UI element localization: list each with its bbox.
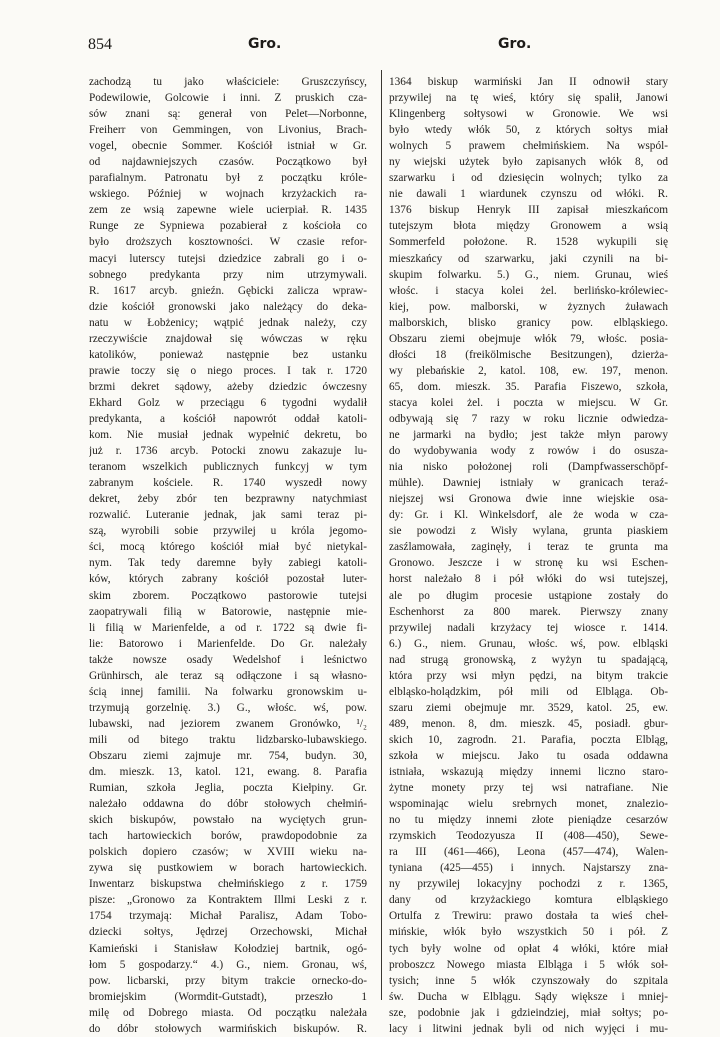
text-line: ale po długim procesie ustąpione zostały do: [389, 589, 668, 602]
text-line: skupim folwarku. 5.) G., niem. Grunau, wieś: [389, 268, 668, 281]
text-line: ków, których zabrany kościół pozostał luter-: [89, 573, 367, 586]
text-line: skich 10, zagrodn. 21. Parafia, poczta Elbląg,: [389, 733, 668, 746]
text-line: kiej, pow. malborski, w żyznych żuławach: [389, 300, 668, 313]
text-line: Freiherr von Gemmingen, von Livonius, Brach-: [89, 124, 367, 137]
text-line: która przy wsi młyn pędzi, na bitym trakcie: [389, 669, 668, 682]
text-line: zywa się pustkowiem w borach hartowieckich.: [89, 862, 367, 875]
text-line: predykanta, a kościół napowrót oddał katoli-: [89, 412, 367, 425]
text-line: tysich; inne 5 włók czynszowały do szpitala: [389, 974, 668, 987]
text-line: dany od krzyżackiego komtura elbląskiego: [389, 894, 668, 907]
text-line: Sommerfeld położone. R. 1528 wykupili się: [389, 236, 668, 249]
text-line: zem ze wsią zapewne wiele ucierpiał. R. 1435: [89, 204, 367, 217]
text-line: polskich dopiero czasów; w XVIII wieku na-: [89, 846, 367, 859]
text-line: sobnego predykanta przy nim utrzymywali.: [89, 268, 367, 281]
page-number: 854: [88, 36, 112, 53]
text-line: szkoła w miejscu. Jako tu osada oddawna: [389, 749, 668, 762]
text-line: ny wiejski użytek było zapisanych włók 8, od: [389, 156, 668, 169]
text-line: rzymskich Teodozyusza II (408—450), Sewe-: [389, 830, 668, 843]
text-line: przywilej na tę wieś, który się spalił, Janowi: [389, 92, 668, 105]
text-line: dy: Gr. i Kl. Winkelsdorf, ale że woda w cza-: [389, 509, 668, 522]
text-line: niejszej wsi Gronowa dwie inne wiejskie osa-: [389, 493, 668, 506]
text-line: Ortulfa z Trewiru: prawo dostała ta wieś cheł-: [389, 910, 668, 923]
right-column: [389, 74, 668, 1037]
text-line: lie: Batorowo i Marienfelde. Do Gr. należały: [89, 637, 367, 650]
text-line: odbywają się 7 razy w roku licznie odwiedza-: [389, 412, 668, 425]
text-line: kom. Nie musiał jednak wypełnić dekretu, bo: [89, 429, 367, 442]
text-line: 65, dom. mieszk. 35. Parafia Fiszewo, szkoła,: [389, 380, 668, 393]
text-line: rozwalić. Luteranie jednak, jak sami teraz pi-: [89, 509, 367, 522]
text-line: dekret, żeby zbór ten bezprawny natychmiast: [89, 493, 367, 506]
text-line: Obszaru ziemi obejmuje włók 79, włośc. posia-: [389, 332, 668, 345]
text-line: szą, wyrobili sobie przywilej u króla jegomo-: [89, 525, 367, 538]
text-line: sie powodzi z Wisły wylana, grunta piaskiem: [389, 525, 668, 538]
text-line: dzie kościół gronowski jako należący do deka-: [89, 300, 367, 313]
text-line: vogel, obecnie Sommer. Kościół istniał w Gr.: [89, 140, 367, 153]
text-line: także nowsze osady Wedelshof i leśnictwo: [89, 653, 367, 666]
text-line: wspominając wielu srebrnych monet, znalezio-: [389, 798, 668, 811]
text-line: Podewilowie, Golcowie i inni. Z pruskich cza-: [89, 92, 367, 105]
text-line: wolnych 5 prawem chełmińskiem. Na wspól-: [389, 140, 668, 153]
text-line: nia nisko położonej roli (Dampfwasserschöpf-: [389, 461, 668, 474]
text-line: natu w Łobżenicy; wątpić jednak należy, czy: [89, 316, 367, 329]
text-line: 1754 trzymają: Michał Paralisz, Adam Tobo-: [89, 910, 367, 923]
text-line: ny przywilej lokacyjny pochodzi z r. 1365,: [389, 878, 668, 891]
text-line: pow. licbarski, przy bitym trakcie ornecko-do-: [89, 974, 367, 987]
text-line: nad strugą gronowską, z wyżyn tu spadającą,: [389, 653, 668, 666]
text-line: 6.) G., niem. Grunau, włośc. wś, pow. elbląski: [389, 637, 668, 650]
text-line: zachodzą tu jako właściciele: Gruszczyńscy,: [89, 76, 367, 88]
text-line: Obszaru ziemi zajmuje mr. 754, budyn. 30,: [89, 749, 367, 762]
text-line: pisze: „Gronowo za Kontraktem Illmi Leski z r.: [89, 894, 367, 907]
text-line: należało oddawna do dóbr stołowych chełmiń-: [89, 798, 367, 811]
text-line: łom 5 gospodarzy.“ 4.) G., niem. Gronau, wś,: [89, 958, 367, 971]
column-divider: [381, 70, 382, 1000]
text-line: mühle). Dawniej istniały w granicach teraź-: [389, 477, 668, 490]
text-line: zabranym kościele. R. 1740 wyszedł nowy: [89, 477, 367, 490]
running-head-left: Gro.: [248, 36, 282, 52]
text-line: ści, mocą którego kościół miał być nietykal-: [89, 541, 367, 554]
text-line: malborskich, blisko granicy pow. elbląskiego.: [389, 316, 668, 329]
text-line: stacya kolei żel. i poczta w miejscu. W Gr.: [389, 396, 668, 409]
text-line: Klingenberg sołtysowi w Gronowie. We wsi: [389, 108, 668, 121]
text-line: żytne monety przy tej wsi natrafiane. Nie: [389, 782, 668, 795]
text-line: dziecki sołtys, Jędrzej Orzechowski, Michał: [89, 926, 367, 939]
text-line: prawie toczy się o niego proces. I tak r. 1720: [89, 364, 367, 377]
left-column: [89, 74, 367, 1037]
text-line: przywilej nadali krzyżacy tej wiosce r. 1414.: [389, 621, 668, 634]
text-line: nie dawali 1 wiardunek czynszu od włóki. R.: [389, 188, 668, 201]
text-line: proboszcz Nowego miasta Elbląga i 5 włók soł-: [389, 958, 668, 971]
text-line: trzymują gorzelnię. 3.) G., włośc. wś, pow.: [89, 701, 367, 714]
text-line: szarwarku i od dziesięcin wolnych; tylko za: [389, 172, 668, 185]
text-line: włośc. i stacya kolei żel. berlińsko-królewiec-: [389, 284, 668, 297]
text-line: od najdawniejszych czasów. Początkowo był: [89, 156, 367, 169]
text-line: skich biskupów, powstało na wyciętych grun-: [89, 814, 367, 827]
text-line: brzmi dekret sądowy, ażeby dziedzic ówczesny: [89, 380, 367, 393]
text-line: Runge ze Sypniewa pozabierał z kościoła co: [89, 220, 367, 233]
text-line: 489, menon. 8, dm. mieszk. 45, posiadł. gbur-: [389, 717, 668, 730]
text-line: li filią w Marienfelde, a od r. 1722 są dwie fi-: [89, 621, 367, 634]
text-line: dłości 18 (freikölmische Besitzungen), dzierża-: [389, 348, 668, 361]
text-line: do wydobywania wody z rowów i do osusza-: [389, 445, 668, 458]
text-line: szaru ziemi obejmuje mr. 3529, katol. 25, ew.: [389, 701, 668, 714]
text-line: 1376 biskup Henryk III zapisał mieszkańcom: [389, 204, 668, 217]
text-line: zaopatrywali filią w Batorowie, następnie mie-: [89, 605, 367, 618]
text-line: mińskie, włók było wszystkich 50 i pół. Z: [389, 926, 668, 939]
text-line: wskiego. Później w wojnach krzyżackich ra-: [89, 188, 367, 201]
text-line: ra III (461—466), Leona (457—474), Walen-: [389, 846, 668, 859]
text-line: rzeczywiście znajdował się wówczas w ręku: [89, 332, 367, 345]
running-head-right: Gro.: [498, 36, 532, 52]
text-line: elbląsko-holądzkim, pół mili od Elbląga. Ob-: [389, 685, 668, 698]
text-line: Rumian, szkoła Jeglia, poczta Kiełpiny. Gr.: [89, 782, 367, 795]
text-line: istniała, wskazują między innemi liczno staro-: [389, 766, 668, 779]
text-line: Inwentarz biskupstwa chełmińskiego z r. 1759: [89, 878, 367, 891]
text-line: Eschenhorst za 800 marek. Pierwszy znany: [389, 605, 668, 618]
text-line: sze, podobnie jak i gdzieindziej, miał sołtys; po-: [389, 1006, 668, 1019]
text-line: dm. mieszk. 13, katol. 121, ewang. 8. Parafia: [89, 766, 367, 779]
text-line: Ekhard Golz w przeciągu 6 tygodni wydalił: [89, 396, 367, 409]
text-line: sów znani są: generał von Pelet—Norbonne,: [89, 108, 367, 121]
text-line: teranom wszelkich publicznych funkcyj w tym: [89, 461, 367, 474]
text-line: wy plebańskie 2, katol. 108, ew. 197, menon.: [389, 364, 668, 377]
text-line: 1364 biskup warmiński Jan II odnowił stary: [389, 76, 668, 88]
text-line: macyi luterscy tutejsi dziedzice zabrali go i o-: [89, 252, 367, 265]
text-line: było droższych kosztowności. W czasie refor-: [89, 236, 367, 249]
text-line: Kamieński i Stanisław Kołodziej bartnik, ogó-: [89, 942, 367, 955]
text-line: ścią innej familii. Na folwarku gronowskim u-: [89, 685, 367, 698]
text-line: nym. Tak tedy daremne były zabiegi katoli-: [89, 557, 367, 570]
text-line: już r. 1736 arcyb. Potocki znowu zakazuje lu-: [89, 445, 367, 458]
text-line: no tu między innemi złote pieniądze cesarzów: [389, 814, 668, 827]
text-line: milę od Dobrego miasta. Od początku należała: [89, 1006, 367, 1019]
text-line: było wtedy włók 50, z których sołtys miał: [389, 124, 668, 137]
text-line: tach hartowieckich borów, prawdopodobnie za: [89, 830, 367, 843]
text-line: bromiejskim (Wormdit-Gutstadt), przeszło 1: [89, 990, 367, 1003]
text-line: zasźlamowała, zaginęły, i teraz te grunta ma: [389, 541, 668, 554]
text-line: tutejszym błota między Gronowem a wsią: [389, 220, 668, 233]
text-line: horst należało 8 i pół włóki do wsi tutejszej,: [389, 573, 668, 586]
text-line: Grünhirsch, ale teraz są odłączone i są własno-: [89, 669, 367, 682]
text-line: tych były wolne od opłat 4 włóki, które miał: [389, 942, 668, 955]
text-line: mieszkańcy od szarwarku, jaki czynili na bi-: [389, 252, 668, 265]
text-line: lubawski, nad jeziorem zwanem Gronówko, ¹/₂: [89, 717, 367, 730]
text-line: R. 1617 arcyb. gnieźn. Gębicki zalicza wpraw-: [89, 284, 367, 297]
text-line: lacy i litwini jednak byli od nich wyjęci i mu-: [389, 1022, 668, 1035]
text-line: do dóbr stołowych warmińskich biskupów. R.: [89, 1022, 367, 1035]
text-line: św. Ducha w Elblągu. Sądy większe i mniej-: [389, 990, 668, 1003]
text-line: parafialnym. Patronatu był z początku króle-: [89, 172, 367, 185]
text-line: skim zborem. Początkowo pastorowie tutejsi: [89, 589, 367, 602]
page-header: [88, 36, 668, 60]
text-line: ne jarmarki na bydło; jest także młyn parowy: [389, 429, 668, 442]
text-line: Gronowo. Jeszcze i w stronę ku wsi Eschen-: [389, 557, 668, 570]
text-line: tyniana (425—455) i innych. Najstarszy zna-: [389, 862, 668, 875]
text-line: mili od bitego traktu lidzbarsko-lubawskiego.: [89, 733, 367, 746]
text-line: katolików, ponieważ następnie bez ustanku: [89, 348, 367, 361]
